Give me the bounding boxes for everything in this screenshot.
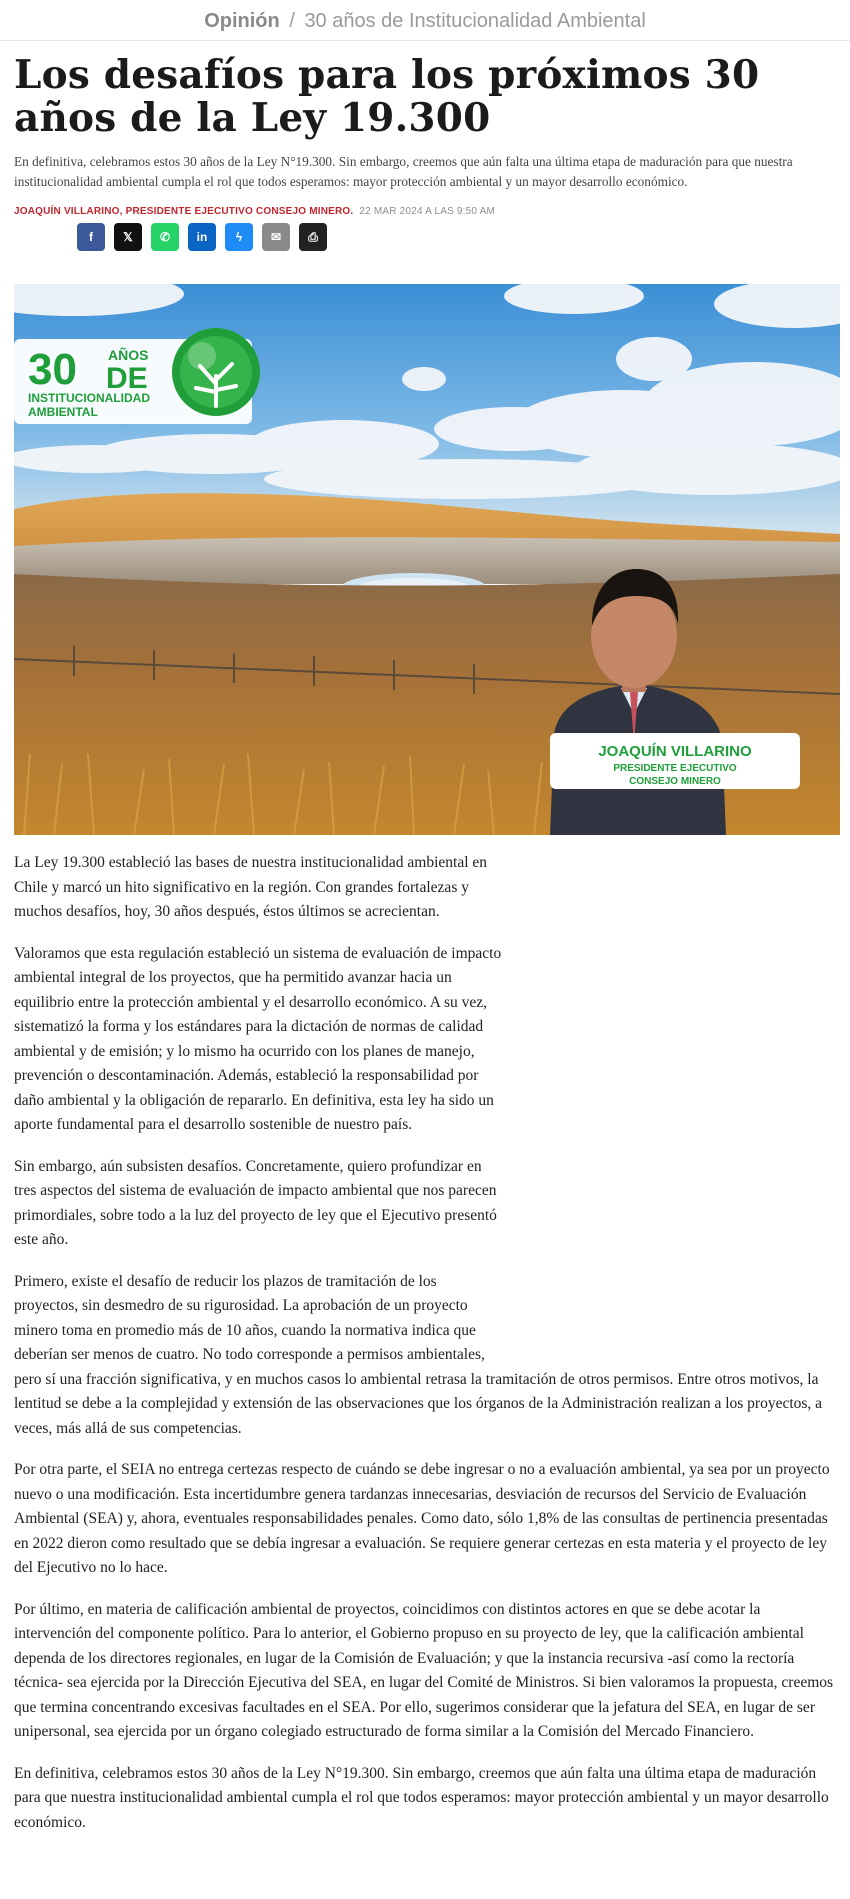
article-paragraph: La Ley 19.300 estableció las bases de nuestra institucionalidad ambiental en Chile y marcó un hito significativo en la región. Con grandes fortalezas y muchos desafíos, hoy, 30 años después, éstos últimos se acrecientan. xyxy=(14,854,488,920)
facebook-icon: f xyxy=(89,230,93,244)
messenger-share-button[interactable] xyxy=(225,223,253,251)
article-paragraph: Sin embargo, aún subsisten desafíos. Concretamente, quiero profundizar en tres aspectos del sistema de evaluación de impacto ambiental que nos parecen primordiales, sobre todo a la luz del proyecto de ley que el Ejecutivo presentó este año. xyxy=(14,1157,497,1248)
logo-line-2: AMBIENTAL xyxy=(28,405,98,419)
logo-word-2: DE xyxy=(106,362,148,395)
hero-image xyxy=(14,284,840,835)
body-float-spacer xyxy=(503,851,840,1353)
x-icon: 𝕏 xyxy=(123,230,133,244)
publish-date: 22 MAR 2024 A LAS 9:50 AM xyxy=(359,206,496,217)
facebook-share-button[interactable] xyxy=(77,223,105,251)
article-paragraph: Valoramos que esta regulación estableció un sistema de evaluación de impacto ambiental integral de los proyectos, que ha permitido avanzar hacia un equilibrio entre la protección ambiental y el desarrollo económico. A su vez, sistematizó la forma y los estándares para la dictación de normas de calidad ambiental y de emisión; y lo mismo ha ocurrido con los planes de manejo, prevención o descontaminación. Además, estableció la responsabilidad por daño ambiental y la obligación de repararlo. En definitiva, esta ley ha sido un aporte fundamental para el desarrollo sostenible de nuestro país. xyxy=(14,944,502,1133)
linkedin-share-button[interactable] xyxy=(188,223,216,251)
article-body xyxy=(14,851,840,1852)
email-icon: ✉ xyxy=(270,230,282,244)
hero-caption-role-1: PRESIDENTE EJECUTIVO xyxy=(613,763,737,774)
linkedin-icon: in xyxy=(196,230,208,244)
article-paragraph: Por último, en materia de calificación ambiental de proyectos, coincidimos con distintos actores en que se debe acotar la intervención del componente político. Para lo anterior, el Gobierno propuso en su proyecto de ley, que la calificación ambiental dependa de los directores regionales, en lugar de la Comisión de Evaluación; y que la instancia recursiva -así como la rectoría técnica- sea ejercida por la Dirección Ejecutiva del SEA, en lugar del Comité de Ministros. Si bien valoramos la propuesta, creemos que termina concentrando excesivas facultades en el SEA. Por ello, sugerimos considerar que la jefatura del SEA, en lugar de ser unipersonal, sea ejercida por un órgano colegiado estructurado de forma similar a la Comisión del Mercado Financiero. xyxy=(14,1600,834,1740)
print-button[interactable] xyxy=(299,223,327,251)
hero-caption-name: JOAQUÍN VILLARINO xyxy=(598,743,752,760)
logo-line-1: INSTITUCIONALIDAD xyxy=(28,391,150,405)
whatsapp-icon: ✆ xyxy=(159,230,171,244)
breadcrumb xyxy=(0,0,850,41)
article-paragraph: Primero, existe el desafío de reducir los plazos de tramitación de los proyectos, sin desmedro de su rigurosidad. La aprobación de un proyecto minero toma en promedio más de 10 años, cuando la normativa indica que deberían ser menos de cuatro. No todo corresponde a permisos ambientales, pero sí una fracción significativa, y en muchos casos lo ambiental retrasa la tramitación de otros permisos. Entre otros motivos, la lentitud se debe a la complejidad y extensión de las observaciones que los órganos de la Administración realizan a los proyectos, a veces, más allá de sus competencias. xyxy=(14,1272,823,1437)
hero-caption-role-2: CONSEJO MINERO xyxy=(629,776,721,787)
breadcrumb-section-link[interactable]: Opinión xyxy=(204,10,280,32)
article-title: Los desafíos para los próximos 30 años de la Ley 19.300 xyxy=(14,52,760,141)
logo-word-1: AÑOS xyxy=(108,347,149,363)
article-paragraph: Por otra parte, el SEIA no entrega certezas respecto de cuándo se debe ingresar o no a evaluación ambiental, ya sea por un proyecto nuevo o una modificación. Esta incertidumbre genera tardanzas innecesarias, desviación de recursos del Servicio de Evaluación Ambiental (SEA) y, ahora, eventuales responsabilidades penales. Como dato, sólo 1,8% de las consultas de pertinencia presentadas en 2022 dieron como resultado que se debía ingresar a evaluación. Se requiere generar certezas en esta materia y el proyecto de ley del Ejecutivo no lo hace. xyxy=(14,1461,830,1576)
whatsapp-share-button[interactable] xyxy=(151,223,179,251)
tree-icon xyxy=(172,328,260,416)
breadcrumb-series-link[interactable]: 30 años de Institucionalidad Ambiental xyxy=(304,10,646,32)
logo-number: 30 xyxy=(28,345,77,394)
messenger-icon: ϟ xyxy=(235,230,243,244)
share-bar xyxy=(77,223,327,251)
article-paragraph: En definitiva, celebramos estos 30 años de la Ley N°19.300. Sin embargo, creemos que aún falta una última etapa de maduración para que nuestra institucionalidad ambiental cumpla el rol que todos esperamos: mayor protección ambiental y un mayor desarrollo económico. xyxy=(14,1764,829,1831)
anniversary-logo xyxy=(14,328,260,424)
print-icon: ⎙ xyxy=(308,229,318,244)
breadcrumb-separator: / xyxy=(289,10,295,32)
email-share-button[interactable] xyxy=(262,223,290,251)
article-byline xyxy=(14,206,840,217)
x-share-button[interactable] xyxy=(114,223,142,251)
article-lead: En definitiva, celebramos estos 30 años de la Ley N°19.300. Sin embargo, creemos que aún falta una última etapa de maduración para que nuestra institucionalidad ambiental cumpla el rol que todos esperamos: mayor protección ambiental y un mayor desarrollo económico. xyxy=(14,154,793,189)
author-link[interactable]: JOAQUÍN VILLARINO, PRESIDENTE EJECUTIVO CONSEJO MINERO. xyxy=(14,206,354,217)
